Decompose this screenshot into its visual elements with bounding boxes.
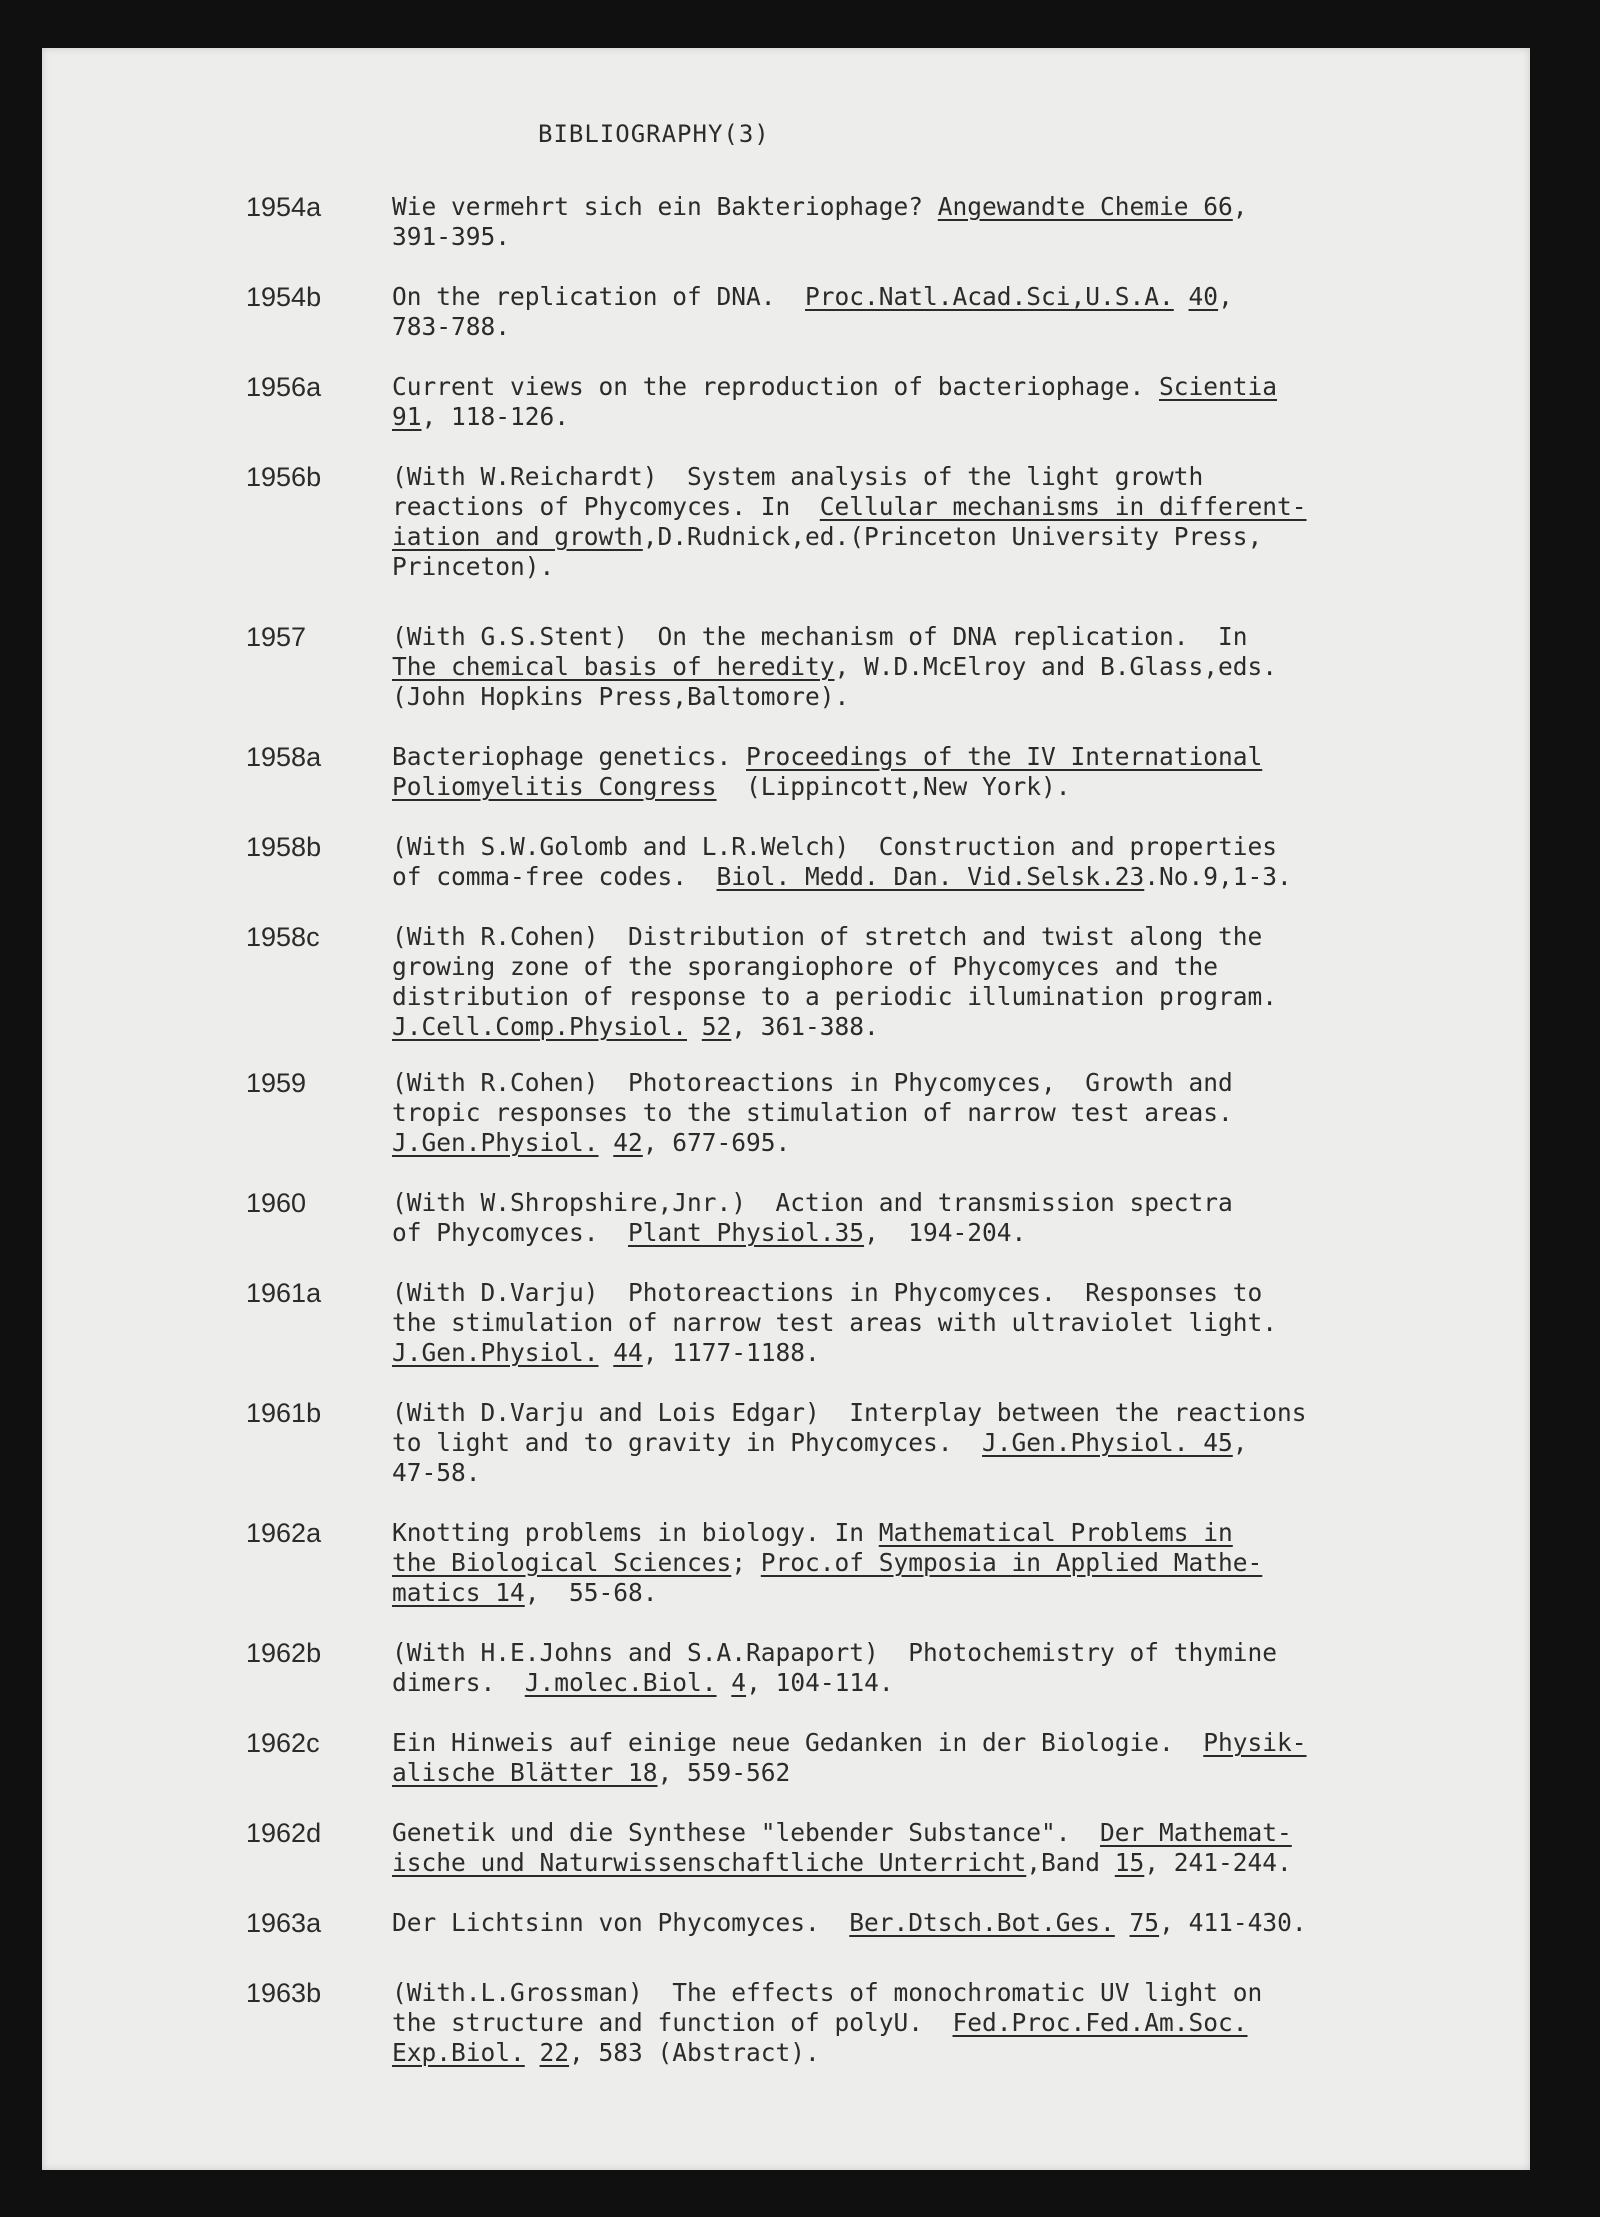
citation-text: Knotting problems in biology. In	[392, 1518, 879, 1547]
citation-text: (With.L.Grossman) The effects of monochromatic UV light on	[392, 1978, 1263, 2007]
entry-year: 1956b	[246, 462, 322, 492]
entry-year: 1962c	[246, 1728, 320, 1758]
citation-line	[392, 372, 1532, 402]
entry-year: 1963a	[246, 1908, 322, 1938]
underlined-title: ische und Naturwissenschaftliche Unterricht	[392, 1848, 1027, 1877]
entry-citation	[392, 372, 1532, 432]
citation-line	[392, 1338, 1532, 1368]
citation-line	[392, 1098, 1532, 1128]
citation-text: , 583 (Abstract).	[569, 2038, 820, 2067]
entry-year: 1958b	[246, 832, 322, 862]
underlined-title: 44	[613, 1338, 643, 1367]
citation-line	[392, 552, 1532, 582]
citation-text: ;	[731, 1548, 761, 1577]
citation-text: On the replication of DNA.	[392, 282, 806, 311]
citation-text: Wie vermehrt sich ein Bakteriophage?	[392, 192, 938, 221]
entry-citation	[392, 1278, 1532, 1368]
citation-line	[392, 1728, 1532, 1758]
underlined-title: J.Gen.Physiol.	[392, 1128, 599, 1157]
citation-text: distribution of response to a periodic illumination program.	[392, 982, 1278, 1011]
entry-citation	[392, 1638, 1532, 1698]
citation-text: reactions of Phycomyces. In	[392, 492, 820, 521]
underlined-title: Plant Physiol.35	[628, 1218, 865, 1247]
citation-line	[392, 1908, 1532, 1938]
entry-year: 1954b	[246, 282, 322, 312]
underlined-title: matics 14	[392, 1578, 525, 1607]
underlined-title: J.Cell.Comp.Physiol.	[392, 1012, 688, 1041]
citation-line	[392, 1458, 1532, 1488]
citation-text: (With S.W.Golomb and L.R.Welch) Construction and properties	[392, 832, 1278, 861]
citation-line	[392, 1308, 1532, 1338]
citation-text: (With W.Reichardt) System analysis of the light growth	[392, 462, 1204, 491]
citation-line	[392, 1578, 1532, 1608]
citation-text: , 118-126.	[421, 402, 570, 431]
citation-line	[392, 1758, 1532, 1788]
entry-citation	[392, 832, 1532, 892]
citation-text: (With D.Varju) Photoreactions in Phycomyces. Responses to	[392, 1278, 1263, 1307]
citation-text: , 411-430.	[1159, 1908, 1307, 1937]
citation-text: to light and to gravity in Phycomyces.	[392, 1428, 983, 1457]
citation-line	[392, 1518, 1532, 1548]
entry-citation	[392, 1068, 1532, 1158]
citation-text: tropic responses to the stimulation of narrow test areas.	[392, 1098, 1233, 1127]
citation-text: (With D.Varju and Lois Edgar) Interplay between the reactions	[392, 1398, 1307, 1427]
citation-text: , 677-695.	[642, 1128, 791, 1157]
citation-line	[392, 492, 1532, 522]
entry-year: 1958c	[246, 922, 320, 952]
entry-year: 1962a	[246, 1518, 322, 1548]
citation-text: , 104-114.	[746, 1668, 894, 1697]
entry-citation	[392, 192, 1532, 252]
citation-text: (John Hopkins Press,Baltomore).	[392, 682, 850, 711]
entry-citation	[392, 1518, 1532, 1608]
underlined-title: 22	[539, 2038, 570, 2067]
citation-text: 783-788.	[392, 312, 511, 341]
citation-text: Bacteriophage genetics.	[392, 742, 747, 771]
citation-line	[392, 832, 1532, 862]
citation-text	[599, 1338, 614, 1367]
citation-text: Princeton).	[392, 552, 555, 581]
entry-year: 1958a	[246, 742, 322, 772]
entry-year: 1962d	[246, 1818, 322, 1848]
citation-line	[392, 1012, 1532, 1042]
citation-text: .No.9,1-3.	[1144, 862, 1292, 891]
underlined-title: Angewandte Chemie 66	[937, 192, 1233, 221]
citation-line	[392, 462, 1532, 492]
entry-year: 1961a	[246, 1278, 322, 1308]
citation-text	[687, 1012, 702, 1041]
citation-text	[599, 1128, 614, 1157]
entry-year: 1962b	[246, 1638, 322, 1668]
entry-citation	[392, 1398, 1532, 1488]
citation-text: , W.D.McElroy and B.Glass,eds.	[834, 652, 1278, 681]
citation-line	[392, 1978, 1532, 2008]
underlined-title: J.molec.Biol.	[524, 1668, 717, 1697]
underlined-title: Mathematical Problems in	[878, 1518, 1233, 1547]
citation-text: , 194-204.	[864, 1218, 1027, 1247]
citation-text: , 241-244.	[1144, 1848, 1292, 1877]
entry-citation	[392, 1728, 1532, 1788]
citation-line	[392, 952, 1532, 982]
citation-text: , 559-562	[657, 1758, 791, 1787]
underlined-title: 4	[731, 1668, 747, 1697]
underlined-title: J.Gen.Physiol. 45	[982, 1428, 1233, 1457]
citation-text: 391-395.	[392, 222, 511, 251]
citation-line	[392, 1548, 1532, 1578]
underlined-title: Scientia	[1159, 372, 1278, 401]
citation-line	[392, 1668, 1532, 1698]
entry-year: 1954a	[246, 192, 322, 222]
citation-text: (With R.Cohen) Distribution of stretch and twist along the	[392, 922, 1263, 951]
underlined-title: Exp.Biol.	[392, 2038, 525, 2067]
underlined-title: J.Gen.Physiol.	[392, 1338, 599, 1367]
underlined-title: Physik-	[1203, 1728, 1307, 1757]
underlined-title: 15	[1114, 1848, 1145, 1877]
page-title: BIBLIOGRAPHY(3)	[538, 120, 770, 148]
citation-line	[392, 402, 1532, 432]
citation-text: Ein Hinweis auf einige neue Gedanken in der Biologie.	[392, 1728, 1204, 1757]
citation-text: Current views on the reproduction of bacteriophage.	[392, 372, 1160, 401]
entry-citation	[392, 1188, 1532, 1248]
citation-line	[392, 1818, 1532, 1848]
underlined-title: 42	[613, 1128, 643, 1157]
citation-line	[392, 1188, 1532, 1218]
citation-line	[392, 1128, 1532, 1158]
underlined-title: 52	[701, 1012, 732, 1041]
citation-text: ,	[1218, 282, 1233, 311]
entry-citation	[392, 462, 1532, 582]
entry-citation	[392, 1818, 1532, 1878]
citation-line	[392, 2008, 1532, 2038]
underlined-title: alische Blätter 18	[392, 1758, 658, 1787]
citation-line	[392, 622, 1532, 652]
underlined-title: Proc.of Symposia in Applied Mathe-	[760, 1548, 1263, 1577]
citation-line	[392, 312, 1532, 342]
citation-text	[1115, 1908, 1130, 1937]
citation-text: (With W.Shropshire,Jnr.) Action and transmission spectra	[392, 1188, 1233, 1217]
underlined-title: The chemical basis of heredity	[392, 652, 835, 681]
citation-line	[392, 652, 1532, 682]
entry-citation	[392, 622, 1532, 712]
entry-year: 1959	[246, 1068, 307, 1098]
citation-text: ,	[1232, 192, 1248, 221]
citation-line	[392, 862, 1532, 892]
citation-text: 47-58.	[392, 1458, 481, 1487]
citation-line	[392, 522, 1532, 552]
entry-citation	[392, 282, 1532, 342]
entry-year: 1960	[246, 1188, 307, 1218]
citation-text: of Phycomyces.	[392, 1218, 629, 1247]
citation-text: of comma-free codes.	[392, 862, 717, 891]
citation-line	[392, 2038, 1532, 2068]
citation-text: the stimulation of narrow test areas with ultraviolet light.	[392, 1308, 1278, 1337]
citation-text: , 55-68.	[524, 1578, 658, 1607]
citation-text: ,D.Rudnick,ed.(Princeton University Press,	[642, 522, 1263, 551]
citation-line	[392, 742, 1532, 772]
citation-line	[392, 222, 1532, 252]
underlined-title: Proc.Natl.Acad.Sci,U.S.A.	[805, 282, 1174, 311]
entry-citation	[392, 1908, 1532, 1938]
citation-text: growing zone of the sporangiophore of Phycomyces and the	[392, 952, 1219, 981]
citation-line	[392, 1068, 1532, 1098]
citation-line	[392, 1428, 1532, 1458]
citation-text: , 1177-1188.	[642, 1338, 820, 1367]
underlined-title: iation and growth	[392, 522, 643, 551]
underlined-title: 91	[392, 402, 422, 431]
citation-line	[392, 1398, 1532, 1428]
entry-citation	[392, 922, 1532, 1042]
citation-text: dimers.	[392, 1668, 525, 1697]
citation-line	[392, 1218, 1532, 1248]
citation-line	[392, 282, 1532, 312]
citation-line	[392, 772, 1532, 802]
citation-line	[392, 1848, 1532, 1878]
citation-line	[392, 682, 1532, 712]
citation-text: Genetik und die Synthese "lebender Substance".	[392, 1818, 1101, 1847]
underlined-title: Der Mathemat-	[1100, 1818, 1292, 1847]
citation-text	[1174, 282, 1189, 311]
citation-line	[392, 192, 1532, 222]
citation-text: (With G.S.Stent) On the mechanism of DNA replication. In	[392, 622, 1248, 651]
entry-year: 1963b	[246, 1978, 322, 2008]
citation-text: (With R.Cohen) Photoreactions in Phycomyces, Growth and	[392, 1068, 1233, 1097]
underlined-title: Fed.Proc.Fed.Am.Soc.	[952, 2008, 1248, 2037]
citation-text: ,Band	[1026, 1848, 1115, 1877]
citation-text: Der Lichtsinn von Phycomyces.	[392, 1908, 850, 1937]
underlined-title: Proceedings of the IV International	[746, 742, 1263, 771]
citation-line	[392, 922, 1532, 952]
citation-text: , 361-388.	[731, 1012, 879, 1041]
entry-year: 1957	[246, 622, 307, 652]
underlined-title: the Biological Sciences	[392, 1548, 732, 1577]
underlined-title: Ber.Dtsch.Bot.Ges.	[849, 1908, 1115, 1937]
entry-citation	[392, 1978, 1532, 2068]
underlined-title: Poliomyelitis Congress	[392, 772, 717, 801]
citation-line	[392, 1638, 1532, 1668]
citation-line	[392, 1278, 1532, 1308]
citation-text: ,	[1232, 1428, 1248, 1457]
citation-text: the structure and function of polyU.	[392, 2008, 953, 2037]
entry-year: 1956a	[246, 372, 322, 402]
citation-text: (Lippincott,New York).	[716, 772, 1071, 801]
underlined-title: Biol. Medd. Dan. Vid.Selsk.23	[716, 862, 1145, 891]
citation-text	[525, 2038, 540, 2067]
citation-text: (With H.E.Johns and S.A.Rapaport) Photochemistry of thymine	[392, 1638, 1278, 1667]
entry-year: 1961b	[246, 1398, 322, 1428]
underlined-title: 40	[1188, 282, 1219, 311]
entry-citation	[392, 742, 1532, 802]
citation-text	[717, 1668, 732, 1697]
underlined-title: 75	[1129, 1908, 1160, 1937]
citation-line	[392, 982, 1532, 1012]
underlined-title: Cellular mechanisms in different-	[819, 492, 1307, 521]
